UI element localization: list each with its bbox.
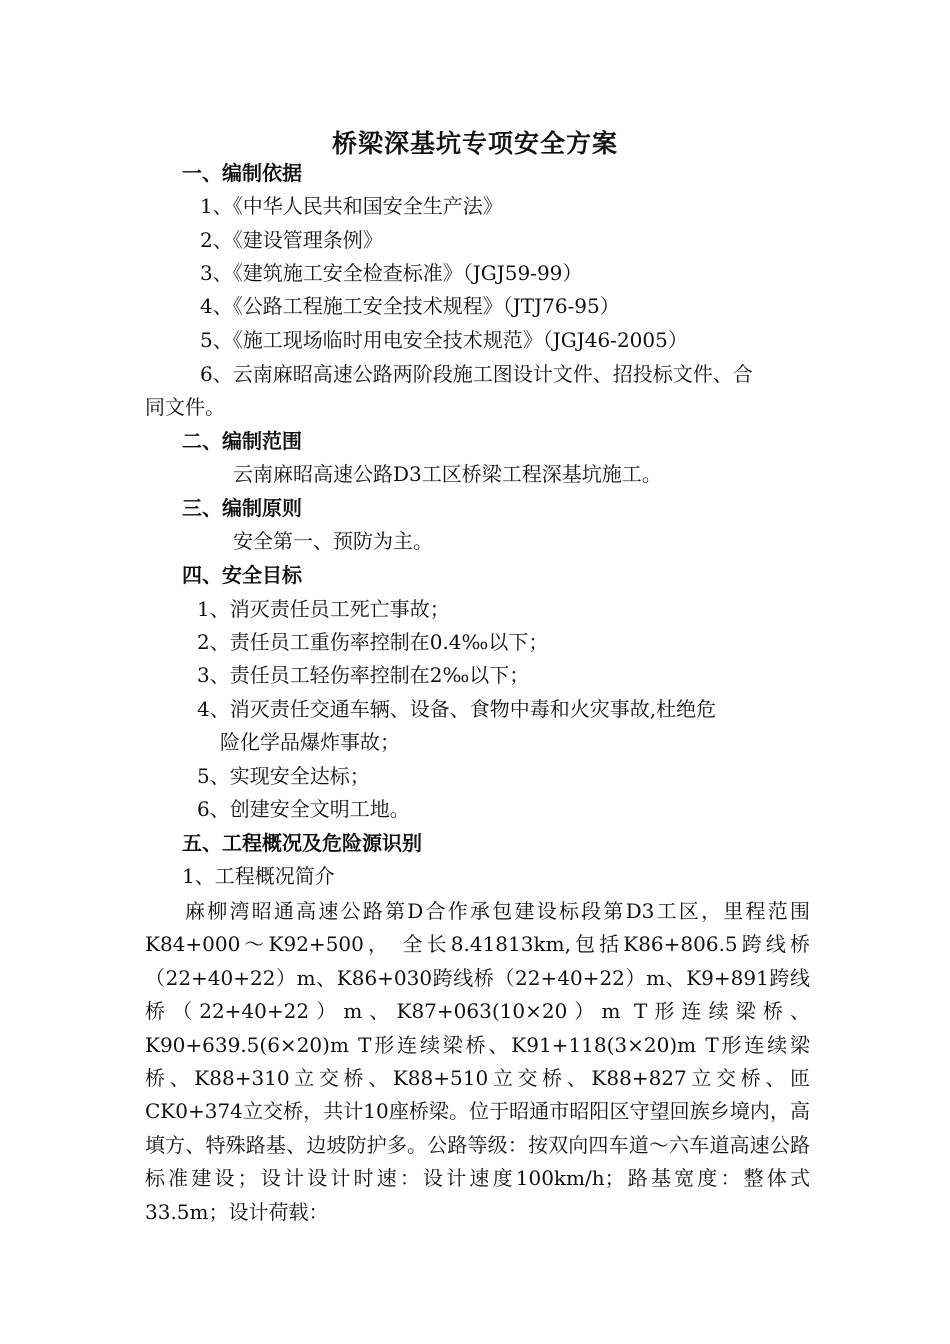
basis-item-3: 3、《建筑施工安全检查标准》（JGJ59-99）	[200, 261, 583, 285]
basis-item-5: 5、《施工现场临时用电安全技术规范》（JGJ46-2005）	[200, 328, 688, 352]
goal-item-2: 2、责任员工重伤率控制在0.4‰以下；	[197, 630, 549, 654]
basis-item-6-cont: 同文件。	[145, 395, 225, 419]
basis-item-4: 4、《公路工程施工安全技术规程》（JTJ76-95）	[200, 294, 620, 318]
overview-subheading: 1、工程概况简介	[182, 864, 335, 888]
basis-item-6: 6、云南麻昭高速公路两阶段施工图设计文件、招投标文件、合	[200, 362, 753, 386]
goal-item-3: 3、责任员工轻伤率控制在2‰以下；	[197, 663, 530, 687]
section-heading-scope: 二、编制范围	[182, 429, 302, 453]
goal-item-4-cont: 险化学品爆炸事故；	[220, 730, 400, 754]
scope-text: 云南麻昭高速公路D3工区桥梁工程深基坑施工。	[233, 462, 662, 486]
goal-item-6: 6、创建安全文明工地。	[197, 797, 410, 821]
document-title: 桥梁深基坑专项安全方案	[331, 129, 618, 158]
principle-text: 安全第一、预防为主。	[233, 529, 433, 553]
section-heading-goals: 四、安全目标	[182, 563, 302, 587]
basis-item-1: 1、《中华人民共和国安全生产法》	[200, 194, 503, 218]
section-heading-basis: 一、编制依据	[182, 161, 302, 185]
section-heading-principle: 三、编制原则	[182, 496, 302, 520]
goal-item-5: 5、实现安全达标；	[197, 764, 370, 788]
goal-item-1: 1、消灭责任员工死亡事故；	[197, 597, 450, 621]
goal-item-4: 4、消灭责任交通车辆、设备、食物中毒和火灾事故,杜绝危	[197, 697, 717, 721]
section-heading-overview: 五、工程概况及危险源识别	[182, 831, 422, 855]
basis-item-2: 2、《建设管理条例》	[200, 228, 383, 252]
overview-paragraph: 麻柳湾昭通高速公路第D合作承包建设标段第D3工区，里程范围K84+000～K92+500， 全长8.41813km,包括K86+806.5跨线桥（22+40+22）m、K86+030跨线桥（22+40+22）m、K9+891跨线桥（22+40+22）m、K87+063(10×20）m T形连续梁桥、K90+639.5(6×20)m T形连续梁桥、K91+118(3×20)m T形连续梁桥、K88+310立交桥、K88+510立交桥、K88+827立交桥、匝CK0+374立交桥，共计10座桥梁。位于昭通市昭阳区守望回族乡境内，高填方、特殊路基、边坡防护多。公路等级：按双向四车道～六车道高速公路标准建设；设计设计时速：设计速度100km/h；路基宽度：整体式33.5m；设计荷载：	[145, 899, 810, 1224]
